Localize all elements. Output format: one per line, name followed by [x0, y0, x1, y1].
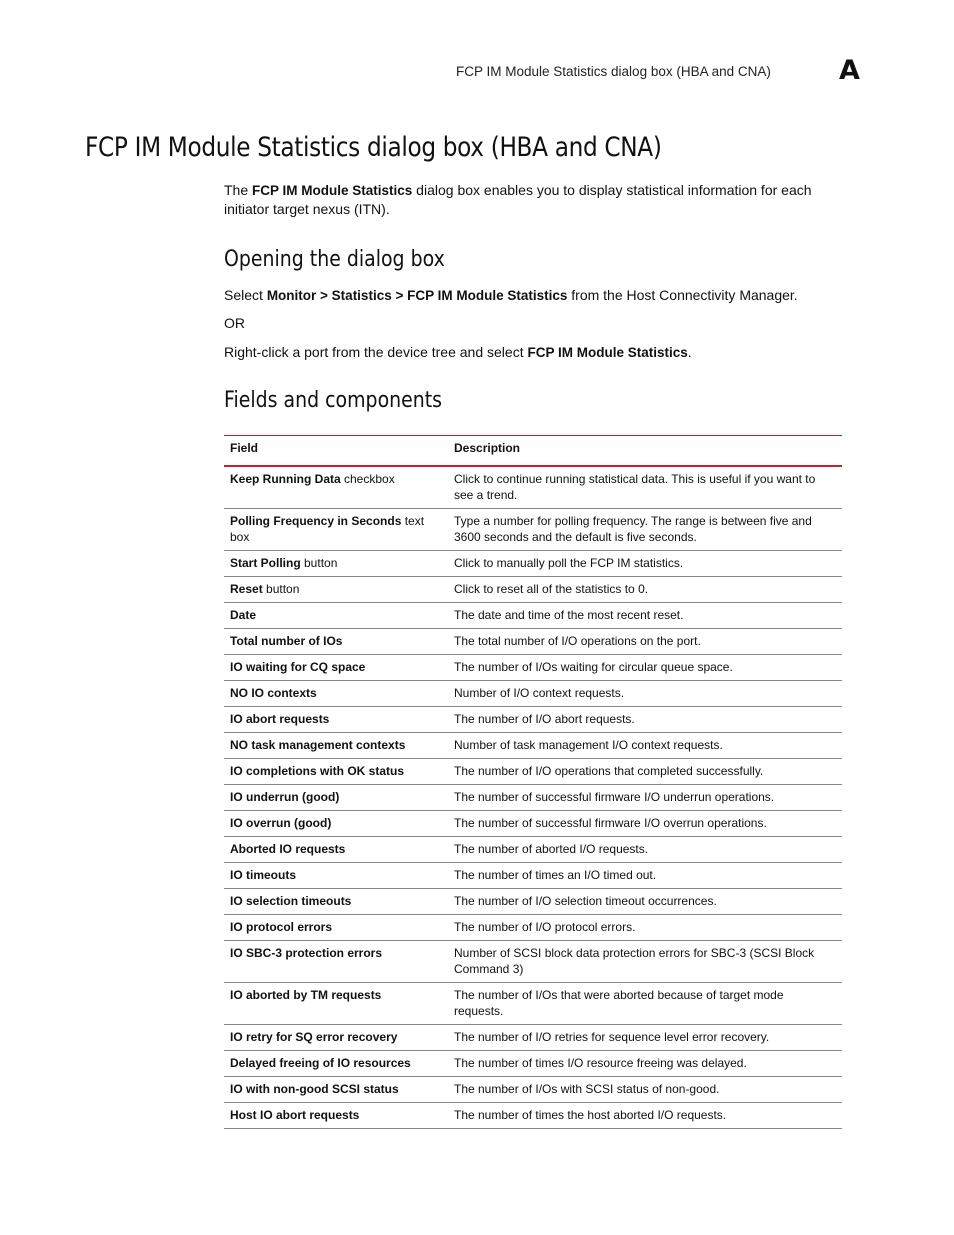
field-cell [224, 983, 448, 1025]
table-row [224, 837, 842, 863]
field-cell [224, 551, 448, 577]
field-name: IO overrun (good) [230, 816, 332, 830]
table-row [224, 577, 842, 603]
field-name: IO waiting for CQ space [230, 660, 366, 674]
field-name: IO timeouts [230, 868, 297, 882]
field-name: Start Polling [230, 556, 301, 570]
field-description: The number of I/O selection timeout occurrences. [448, 889, 842, 915]
table-row [224, 983, 842, 1025]
column-header-description: Description [448, 436, 842, 467]
opening-heading: Opening the dialog box [224, 247, 445, 272]
field-description: The number of successful firmware I/O underrun operations. [448, 785, 842, 811]
opening-instruction-rightclick [224, 343, 692, 362]
field-description: The number of I/Os with SCSI status of non-good. [448, 1077, 842, 1103]
field-description: The number of times I/O resource freeing was delayed. [448, 1051, 842, 1077]
field-description: The number of I/O retries for sequence level error recovery. [448, 1025, 842, 1051]
field-description: Click to manually poll the FCP IM statistics. [448, 551, 842, 577]
field-name: IO aborted by TM requests [230, 988, 382, 1002]
field-description: The number of I/O abort requests. [448, 707, 842, 733]
field-description: The number of aborted I/O requests. [448, 837, 842, 863]
field-cell [224, 941, 448, 983]
table-row [224, 1077, 842, 1103]
page-title: FCP IM Module Statistics dialog box (HBA and CNA) [85, 132, 662, 163]
field-description: The number of I/Os waiting for circular queue space. [448, 655, 842, 681]
field-name: IO with non-good SCSI status [230, 1082, 399, 1096]
field-name: IO protocol errors [230, 920, 333, 934]
field-name: NO task management contexts [230, 738, 406, 752]
table-row [224, 707, 842, 733]
field-description: The number of I/Os that were aborted because of target mode requests. [448, 983, 842, 1025]
field-cell [224, 889, 448, 915]
field-cell [224, 603, 448, 629]
table-row [224, 1025, 842, 1051]
field-description: Type a number for polling frequency. The range is between five and 3600 seconds and the default is five seconds. [448, 509, 842, 551]
opening-line1-pre: Select [224, 287, 267, 303]
field-description: The number of times the host aborted I/O requests. [448, 1103, 842, 1129]
field-description: The number of I/O operations that completed successfully. [448, 759, 842, 785]
field-name: Aborted IO requests [230, 842, 346, 856]
table-row [224, 1103, 842, 1129]
field-cell [224, 1051, 448, 1077]
table-row [224, 603, 842, 629]
table-row [224, 629, 842, 655]
table-row [224, 863, 842, 889]
fields-heading: Fields and components [224, 388, 443, 413]
intro-post: dialog box enables you to display statistical information for each initiator target nexus (ITN). [224, 182, 812, 217]
intro-paragraph [224, 181, 844, 219]
field-cell [224, 1025, 448, 1051]
field-name: Host IO abort requests [230, 1108, 360, 1122]
field-description: Click to reset all of the statistics to 0. [448, 577, 842, 603]
field-name: Keep Running Data [230, 472, 341, 486]
field-description: The number of times an I/O timed out. [448, 863, 842, 889]
running-header-title: FCP IM Module Statistics dialog box (HBA and CNA) [456, 64, 771, 79]
opening-line2-pre: Right-click a port from the device tree and select [224, 344, 528, 360]
field-cell [224, 1103, 448, 1129]
table-row [224, 551, 842, 577]
field-description: The total number of I/O operations on the port. [448, 629, 842, 655]
field-name: IO selection timeouts [230, 894, 352, 908]
field-name: IO completions with OK status [230, 764, 405, 778]
intro-pre: The [224, 182, 253, 198]
table-row [224, 811, 842, 837]
field-cell [224, 681, 448, 707]
table-header-row [224, 436, 842, 467]
table-row [224, 466, 842, 509]
field-type: button [262, 582, 300, 596]
opening-line1-post: from the Host Connectivity Manager. [567, 287, 798, 303]
field-cell [224, 759, 448, 785]
table-row [224, 733, 842, 759]
context-menu-item: FCP IM Module Statistics [527, 345, 688, 360]
appendix-letter: A [839, 55, 860, 86]
field-description: The date and time of the most recent reset. [448, 603, 842, 629]
column-header-field: Field [224, 436, 448, 467]
field-cell [224, 837, 448, 863]
fields-table [224, 435, 842, 1129]
table-row [224, 915, 842, 941]
field-description: Click to continue running statistical data. This is useful if you want to see a trend. [448, 466, 842, 509]
table-row [224, 681, 842, 707]
field-description: Number of I/O context requests. [448, 681, 842, 707]
field-name: IO abort requests [230, 712, 330, 726]
field-cell [224, 733, 448, 759]
field-name: Delayed freeing of IO resources [230, 1056, 411, 1070]
field-type: text box [230, 514, 425, 544]
opening-line2-post: . [687, 344, 692, 360]
table-row [224, 759, 842, 785]
field-description: Number of SCSI block data protection errors for SBC-3 (SCSI Block Command 3) [448, 941, 842, 983]
field-cell [224, 915, 448, 941]
field-description: The number of successful firmware I/O overrun operations. [448, 811, 842, 837]
field-cell [224, 811, 448, 837]
table-row [224, 655, 842, 681]
table-row [224, 889, 842, 915]
field-name: Total number of IOs [230, 634, 343, 648]
field-cell [224, 577, 448, 603]
table-row [224, 509, 842, 551]
field-cell [224, 863, 448, 889]
field-name: Polling Frequency in Seconds [230, 514, 402, 528]
field-cell [224, 785, 448, 811]
opening-or: OR [224, 315, 245, 331]
field-cell [224, 509, 448, 551]
field-name: Date [230, 608, 257, 622]
field-cell [224, 655, 448, 681]
field-description: The number of I/O protocol errors. [448, 915, 842, 941]
field-type: checkbox [340, 472, 395, 486]
field-name: IO SBC-3 protection errors [230, 946, 383, 960]
field-name: Reset [230, 582, 263, 596]
field-description: Number of task management I/O context requests. [448, 733, 842, 759]
menu-path: Monitor > Statistics > FCP IM Module Statistics [266, 288, 568, 303]
field-type: button [300, 556, 338, 570]
field-name: NO IO contexts [230, 686, 317, 700]
field-name: IO retry for SQ error recovery [230, 1030, 398, 1044]
field-name: IO underrun (good) [230, 790, 340, 804]
intro-dialog-name: FCP IM Module Statistics [252, 183, 413, 198]
table-body [224, 466, 842, 1129]
field-cell [224, 629, 448, 655]
field-cell [224, 707, 448, 733]
opening-instruction-menu [224, 286, 798, 305]
table-row [224, 1051, 842, 1077]
table-row [224, 941, 842, 983]
field-cell [224, 466, 448, 509]
field-cell [224, 1077, 448, 1103]
table-row [224, 785, 842, 811]
